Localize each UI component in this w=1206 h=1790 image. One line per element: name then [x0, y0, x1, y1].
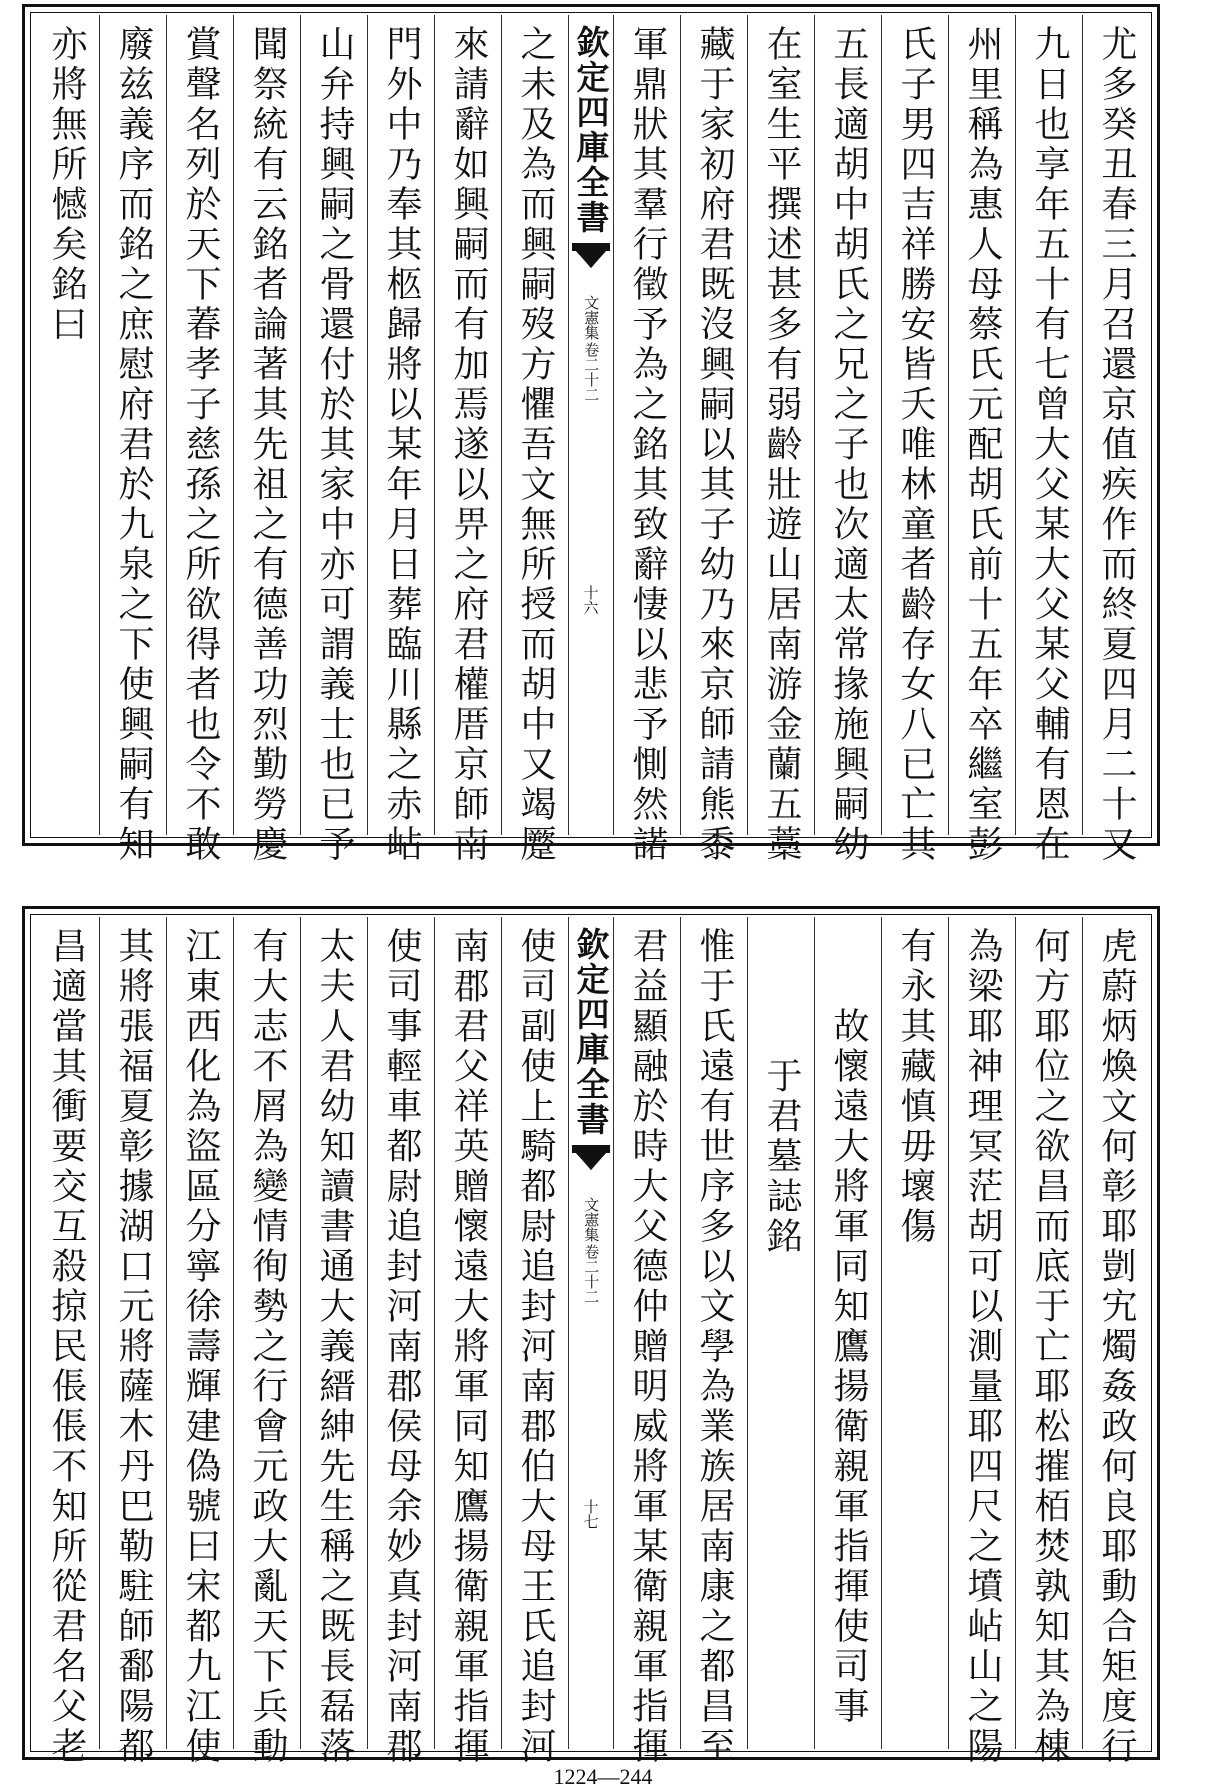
text-column: [1015, 917, 1082, 1767]
column-text: 聞祭統有云銘者論著其先祖之有德善功烈勤勞慶: [247, 25, 288, 865]
column-text: 五長適胡中胡氏之兄之子也次適太常掾施興嗣幼: [828, 25, 869, 865]
text-column: [99, 15, 166, 865]
column-text: 惟于氏遠有世序多以文學為業族居南康之都昌至: [694, 927, 735, 1767]
text-column: [434, 15, 501, 865]
text-column: [814, 15, 881, 865]
page-number: 1224—244: [553, 1764, 653, 1789]
column-text: 軍鼎狀其羣行徵予為之銘其致辭悽以悲予惻然諾: [627, 25, 668, 865]
column-text: 太夫人君幼知讀書通大義縉紳先生稱之既長磊落: [314, 927, 355, 1767]
text-column: [367, 15, 434, 865]
top-page-frame: [22, 4, 1160, 865]
column-text: 使司副使上騎都尉追封河南郡伯大母王氏追封河: [515, 927, 556, 1767]
column-text: 之未及為而興嗣歿方懼吾文無所授而胡中又竭蹷: [515, 25, 556, 865]
text-column: [1082, 917, 1149, 1767]
column-text: 尤多癸丑春三月召還京值疾作而終夏四月二十又: [1096, 25, 1137, 865]
bottom-page-columns: [33, 917, 1149, 1767]
text-column: [33, 15, 99, 835]
text-column: [367, 917, 434, 1767]
text-column: [166, 917, 233, 1767]
column-text: 虎蔚炳煥文何彰耶剴宄燭姦政何良耶動合矩度行: [1096, 927, 1137, 1767]
column-text: 為梁耶神理冥茫胡可以測量耶四尺之墳岾山之陽: [962, 927, 1003, 1767]
text-column: [1082, 15, 1149, 865]
fishtail-emblem-icon: [572, 243, 610, 269]
text-column: [501, 917, 568, 1767]
top-page-columns: [33, 15, 1149, 865]
column-text: 有永其藏慎毋壞傷: [895, 927, 936, 1247]
text-column: [300, 917, 367, 1767]
text-column: [680, 917, 747, 1767]
spine-leaf-number: 十六: [581, 585, 600, 615]
column-text: 山弁持興嗣之骨還付於其家中亦可謂義士也已予: [314, 25, 355, 865]
column-text: 君益顯融於時大父德仲贈明威將軍某衛親軍指揮: [627, 927, 668, 1767]
text-column: [1015, 15, 1082, 865]
text-column: [948, 15, 1015, 865]
column-text: 昌適當其衝要交互殺掠民倀倀不知所從君名父老: [46, 927, 87, 1767]
column-text: 來請辭如興嗣而有加焉遂以畀之府君權厝京師南: [448, 25, 489, 865]
column-text: 氏子男四吉祥勝安皆夭唯林童者齡存女八已亡其: [895, 25, 936, 865]
column-text: 使司事輕車都尉追封河南郡侯母余妙真封河南郡: [381, 927, 422, 1767]
epitaph-official-title: 故懷遠大將軍同知鷹揚衛親軍指揮使司事: [828, 1007, 869, 1727]
spine-collection: 文憲集: [582, 1197, 601, 1242]
text-column: [881, 917, 948, 1749]
text-column: [613, 15, 680, 865]
column-text: 南郡君父祥英贈懷遠大將軍同知鷹揚衛親軍指揮: [448, 927, 489, 1767]
text-column: [881, 15, 948, 865]
column-text: 廢兹義序而銘之庶慰府君於九泉之下使興嗣有知: [113, 25, 154, 865]
text-column: [747, 15, 814, 865]
fishtail-emblem-icon: [572, 1145, 610, 1171]
column-text: 有大志不屑為變情徇勢之行會元政大亂天下兵動: [247, 927, 288, 1767]
spine-volume-info: [583, 295, 600, 402]
column-text: 賞聲名列於天下萶孝子慈孫之所欲得者也令不敢: [180, 25, 221, 865]
bottom-page-frame: [22, 906, 1160, 1767]
spine-volume: 卷二十二: [582, 1244, 601, 1304]
text-column: [501, 15, 568, 865]
text-column: [233, 15, 300, 865]
spine-collection: 文憲集: [582, 295, 601, 340]
column-text: 九日也享年五十有七曾大父某大父某父輔有恩在: [1029, 25, 1070, 865]
text-column: [747, 917, 814, 1749]
column-text: 江東西化為盜區分寧徐壽輝建偽號曰宋都九江使: [180, 927, 221, 1767]
spine-leaf-number: 十七: [581, 1499, 600, 1529]
text-column: [233, 917, 300, 1767]
bottom-page-spine: [568, 917, 613, 1749]
column-text: 其將張福夏彰據湖口元將薩木丹巴勒駐師鄱陽都: [113, 927, 154, 1767]
epitaph-heading: 于君墓誌銘: [761, 1057, 802, 1257]
column-text: 州里稱為惠人母蔡氏元配胡氏前十五年卒繼室彭: [962, 25, 1003, 865]
text-column: [300, 15, 367, 865]
spine-volume: 卷二十二: [582, 342, 601, 402]
spine-title: 欽定四庫全書: [571, 927, 611, 1137]
column-text: 門外中乃奉其柩歸將以某年月日葬臨川縣之赤岾: [381, 25, 422, 865]
text-column: [99, 917, 166, 1767]
column-text: 何方耶位之欲昌而底于亡耶松摧栢焚孰知其為棟: [1029, 927, 1070, 1767]
column-text: 亦將無所憾矣銘曰: [46, 25, 87, 345]
top-page-spine: [568, 15, 613, 835]
text-column: [166, 15, 233, 865]
text-column: [680, 15, 747, 865]
spine-title: 欽定四庫全書: [571, 25, 611, 235]
text-column: [613, 917, 680, 1767]
column-text: 藏于家初府君既沒興嗣以其子幼乃來京師請熊黍: [694, 25, 735, 865]
text-column: [33, 917, 99, 1767]
spine-volume-info: [583, 1197, 600, 1304]
column-text: 在室生平撰述甚多有弱齡壯遊山居南游金蘭五藁: [761, 25, 802, 865]
text-column: [814, 917, 881, 1749]
text-column: [948, 917, 1015, 1767]
text-column: [434, 917, 501, 1767]
